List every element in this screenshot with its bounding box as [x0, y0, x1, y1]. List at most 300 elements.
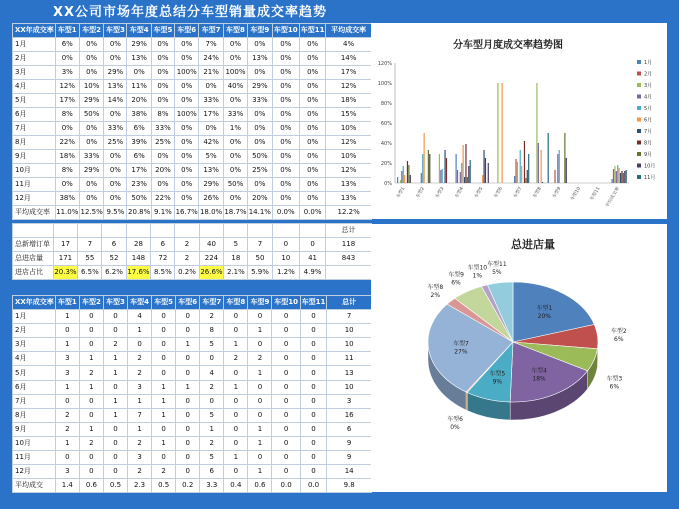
data-cell[interactable]: 0	[176, 408, 200, 422]
data-cell[interactable]: 0	[128, 338, 152, 352]
data-cell[interactable]: 25%	[104, 136, 127, 150]
column-header[interactable]: 车型8	[224, 296, 248, 310]
data-cell[interactable]: 0	[300, 465, 327, 479]
data-cell[interactable]: 0	[152, 366, 176, 380]
data-cell[interactable]: 0%	[199, 80, 223, 94]
data-cell[interactable]: 0	[300, 352, 327, 366]
data-cell[interactable]: 6.5%	[78, 266, 102, 280]
data-cell[interactable]: 0	[79, 465, 103, 479]
data-cell[interactable]: 0	[103, 436, 127, 450]
data-cell[interactable]: 11%	[127, 80, 151, 94]
data-cell[interactable]: 0%	[104, 108, 127, 122]
row-label[interactable]: 5月	[13, 366, 56, 380]
column-header[interactable]: 车型7	[199, 24, 223, 38]
column-header[interactable]: 车型1	[55, 24, 79, 38]
data-cell[interactable]: 2	[103, 338, 127, 352]
data-cell[interactable]: 13%	[326, 178, 372, 192]
data-cell[interactable]: 17%	[199, 108, 223, 122]
data-cell[interactable]: 21%	[199, 66, 223, 80]
data-cell[interactable]: 0%	[300, 164, 326, 178]
data-cell[interactable]: 15%	[326, 108, 372, 122]
column-header[interactable]: 平均成交率	[326, 24, 372, 38]
row-label[interactable]: 4月	[13, 352, 56, 366]
data-cell[interactable]: 33%	[104, 122, 127, 136]
data-cell[interactable]: 0	[224, 394, 248, 408]
data-cell[interactable]: 50%	[127, 192, 151, 206]
data-cell[interactable]: 0	[224, 366, 248, 380]
data-cell[interactable]: 0	[224, 436, 248, 450]
data-cell[interactable]: 0	[248, 408, 272, 422]
data-cell[interactable]: 0	[176, 366, 200, 380]
data-cell[interactable]: 0	[300, 380, 327, 394]
data-cell[interactable]: 12%	[326, 136, 372, 150]
empty-cell[interactable]	[175, 224, 199, 238]
data-cell[interactable]: 7	[78, 238, 102, 252]
data-cell[interactable]: 2	[79, 366, 103, 380]
data-cell[interactable]: 224	[199, 252, 224, 266]
data-cell[interactable]: 29%	[79, 164, 103, 178]
data-cell[interactable]: 2	[248, 352, 272, 366]
data-cell[interactable]: 1	[248, 324, 272, 338]
data-cell[interactable]: 0%	[79, 38, 103, 52]
row-label[interactable]: 8月	[13, 136, 56, 150]
data-cell[interactable]: 0%	[79, 122, 103, 136]
data-cell[interactable]: 118	[325, 238, 371, 252]
data-cell[interactable]: 8%	[55, 108, 79, 122]
data-cell[interactable]: 16	[327, 408, 372, 422]
data-cell[interactable]: 0%	[272, 192, 299, 206]
data-cell[interactable]: 1	[248, 465, 272, 479]
data-cell[interactable]: 1	[103, 394, 127, 408]
data-cell[interactable]: 0	[272, 422, 300, 436]
data-cell[interactable]: 0	[272, 352, 300, 366]
data-cell[interactable]: 1	[248, 366, 272, 380]
data-cell[interactable]: 0%	[104, 38, 127, 52]
data-cell[interactable]: 29%	[248, 80, 272, 94]
data-cell[interactable]: 2	[128, 436, 152, 450]
data-cell[interactable]: 0%	[248, 178, 272, 192]
data-cell[interactable]: 13%	[127, 52, 151, 66]
data-cell[interactable]: 14%	[104, 94, 127, 108]
data-cell[interactable]: 0.0%	[272, 206, 299, 220]
data-cell[interactable]: 2	[55, 408, 79, 422]
column-header[interactable]: 车型6	[175, 24, 199, 38]
empty-cell[interactable]	[224, 224, 248, 238]
data-cell[interactable]: 0.0	[272, 479, 300, 493]
column-header[interactable]: 车型4	[127, 24, 151, 38]
data-cell[interactable]: 0%	[104, 52, 127, 66]
data-cell[interactable]: 50	[248, 252, 272, 266]
row-label[interactable]: 总新增订单	[13, 238, 54, 252]
data-cell[interactable]: 0	[248, 338, 272, 352]
data-cell[interactable]: 0	[272, 338, 300, 352]
data-cell[interactable]: 1	[152, 394, 176, 408]
data-cell[interactable]: 2	[175, 238, 199, 252]
data-cell[interactable]: 1	[79, 380, 103, 394]
data-cell[interactable]: 5%	[199, 150, 223, 164]
data-cell[interactable]: 1	[79, 422, 103, 436]
data-cell[interactable]: 22%	[55, 136, 79, 150]
data-cell[interactable]: 0%	[272, 66, 299, 80]
data-cell[interactable]: 148	[126, 252, 151, 266]
data-cell[interactable]: 17%	[326, 66, 372, 80]
data-cell[interactable]: 2	[175, 252, 199, 266]
data-cell[interactable]: 0	[300, 366, 327, 380]
data-cell[interactable]: 0%	[151, 94, 174, 108]
data-cell[interactable]: 0	[300, 238, 326, 252]
data-cell[interactable]: 171	[53, 252, 78, 266]
data-cell[interactable]: 0	[176, 465, 200, 479]
data-cell[interactable]: 0	[272, 408, 300, 422]
data-cell[interactable]: 0	[248, 451, 272, 465]
column-header[interactable]: 车型1	[55, 296, 79, 310]
data-cell[interactable]: 0%	[151, 178, 174, 192]
row-label[interactable]: 8月	[13, 408, 56, 422]
data-cell[interactable]: 0%	[175, 164, 199, 178]
data-cell[interactable]: 20%	[151, 164, 174, 178]
data-cell[interactable]: 10%	[79, 80, 103, 94]
row-label[interactable]: 9月	[13, 422, 56, 436]
data-cell[interactable]: 13%	[248, 52, 272, 66]
data-cell[interactable]: 5	[224, 238, 248, 252]
data-cell[interactable]: 33%	[151, 122, 174, 136]
data-cell[interactable]: 843	[325, 252, 371, 266]
data-cell[interactable]: 6.2%	[102, 266, 126, 280]
row-label[interactable]: 平均成交率	[13, 206, 56, 220]
data-cell[interactable]: 11	[327, 352, 372, 366]
data-cell[interactable]: 0%	[300, 122, 326, 136]
data-cell[interactable]: 7	[128, 408, 152, 422]
data-cell[interactable]: 0%	[151, 66, 174, 80]
data-cell[interactable]: 2	[200, 380, 224, 394]
data-cell[interactable]: 0%	[127, 66, 151, 80]
data-cell[interactable]: 0.6	[248, 479, 272, 493]
data-cell[interactable]: 0	[300, 310, 327, 324]
data-cell[interactable]: 0.4	[224, 479, 248, 493]
data-cell[interactable]: 26%	[199, 192, 223, 206]
data-cell[interactable]: 10	[327, 324, 372, 338]
data-cell[interactable]: 1	[152, 408, 176, 422]
data-cell[interactable]: 0%	[175, 38, 199, 52]
row-label[interactable]: 1月	[13, 38, 56, 52]
data-cell[interactable]: 38%	[127, 108, 151, 122]
data-cell[interactable]: 0%	[79, 178, 103, 192]
data-cell[interactable]: 0	[300, 324, 327, 338]
data-cell[interactable]: 0	[79, 394, 103, 408]
data-cell[interactable]: 0	[300, 422, 327, 436]
data-cell[interactable]: 1	[55, 380, 79, 394]
data-cell[interactable]: 12.5%	[79, 206, 103, 220]
column-header[interactable]: 车型6	[176, 296, 200, 310]
data-cell[interactable]: 9	[327, 451, 372, 465]
data-cell[interactable]: 17	[53, 238, 78, 252]
data-cell[interactable]: 0	[152, 422, 176, 436]
data-cell[interactable]: 0%	[272, 108, 299, 122]
data-cell[interactable]: 33%	[223, 108, 247, 122]
row-label[interactable]: 7月	[13, 394, 56, 408]
column-header[interactable]: 车型9	[248, 24, 272, 38]
data-cell[interactable]: 0%	[55, 178, 79, 192]
data-cell[interactable]: 0%	[300, 80, 326, 94]
data-cell[interactable]: 0	[272, 465, 300, 479]
data-cell[interactable]: 9.5%	[104, 206, 127, 220]
data-cell[interactable]: 0	[272, 238, 300, 252]
data-cell[interactable]: 3	[55, 352, 79, 366]
data-cell[interactable]: 6	[200, 465, 224, 479]
data-cell[interactable]: 1%	[223, 122, 247, 136]
column-header[interactable]: 总计	[327, 296, 372, 310]
data-cell[interactable]: 0	[248, 310, 272, 324]
data-cell[interactable]: 18%	[55, 150, 79, 164]
data-cell[interactable]: 0%	[300, 136, 326, 150]
data-cell[interactable]: 1	[176, 380, 200, 394]
column-header[interactable]: 车型10	[272, 296, 300, 310]
data-cell[interactable]: 100%	[175, 66, 199, 80]
empty-cell[interactable]	[102, 224, 126, 238]
data-cell[interactable]: 0%	[272, 80, 299, 94]
data-cell[interactable]: 1	[248, 422, 272, 436]
data-cell[interactable]: 0%	[300, 108, 326, 122]
data-cell[interactable]: 0	[176, 394, 200, 408]
data-cell[interactable]: 1	[152, 436, 176, 450]
data-cell[interactable]: 0	[103, 451, 127, 465]
data-cell[interactable]: 50%	[79, 108, 103, 122]
data-cell[interactable]: 2	[79, 436, 103, 450]
data-cell[interactable]: 5	[200, 408, 224, 422]
data-cell[interactable]: 12%	[326, 80, 372, 94]
row-label[interactable]: 5月	[13, 94, 56, 108]
data-cell[interactable]: 20.3%	[53, 266, 78, 280]
data-cell[interactable]: 1	[128, 324, 152, 338]
data-cell[interactable]: 0%	[223, 192, 247, 206]
data-cell[interactable]: 3.3	[200, 479, 224, 493]
data-cell[interactable]: 13%	[199, 164, 223, 178]
data-cell[interactable]: 6%	[127, 150, 151, 164]
column-header[interactable]: XX年成交率	[13, 24, 56, 38]
data-cell[interactable]: 0%	[151, 150, 174, 164]
data-cell[interactable]: 1	[103, 366, 127, 380]
data-cell[interactable]: 9	[327, 436, 372, 450]
data-cell[interactable]: 29%	[79, 94, 103, 108]
row-label[interactable]: 3月	[13, 338, 56, 352]
data-cell[interactable]: 0	[176, 436, 200, 450]
data-cell[interactable]: 0	[79, 310, 103, 324]
row-label[interactable]: 2月	[13, 52, 56, 66]
empty-cell[interactable]	[78, 224, 102, 238]
data-cell[interactable]: 0	[300, 394, 327, 408]
data-cell[interactable]: 0	[200, 352, 224, 366]
data-cell[interactable]: 0	[152, 338, 176, 352]
data-cell[interactable]: 50%	[223, 178, 247, 192]
data-cell[interactable]: 3	[55, 366, 79, 380]
data-cell[interactable]: 2	[128, 465, 152, 479]
empty-cell[interactable]	[248, 224, 272, 238]
data-cell[interactable]: 0%	[248, 136, 272, 150]
data-cell[interactable]: 0%	[272, 94, 299, 108]
row-label[interactable]: 7月	[13, 122, 56, 136]
data-cell[interactable]: 0%	[175, 178, 199, 192]
data-cell[interactable]: 0%	[223, 38, 247, 52]
data-cell[interactable]: 2	[55, 422, 79, 436]
data-cell[interactable]: 2	[200, 436, 224, 450]
row-label[interactable]: 6月	[13, 380, 56, 394]
data-cell[interactable]: 0	[248, 380, 272, 394]
data-cell[interactable]: 42%	[199, 136, 223, 150]
data-cell[interactable]: 8.5%	[151, 266, 175, 280]
data-cell[interactable]: 25%	[248, 164, 272, 178]
data-cell[interactable]: 3	[128, 380, 152, 394]
row-label[interactable]: 12月	[13, 465, 56, 479]
data-cell[interactable]: 3	[327, 394, 372, 408]
empty-cell[interactable]	[126, 224, 151, 238]
data-cell[interactable]: 0%	[104, 164, 127, 178]
data-cell[interactable]: 0	[272, 451, 300, 465]
data-cell[interactable]: 1	[55, 338, 79, 352]
data-cell[interactable]: 2	[128, 366, 152, 380]
data-cell[interactable]: 0%	[248, 66, 272, 80]
data-cell[interactable]: 6%	[55, 38, 79, 52]
data-cell[interactable]: 14	[327, 465, 372, 479]
data-cell[interactable]: 7%	[199, 38, 223, 52]
data-cell[interactable]: 4	[200, 366, 224, 380]
data-cell[interactable]: 0	[300, 451, 327, 465]
data-cell[interactable]: 0	[224, 324, 248, 338]
column-header[interactable]: 车型7	[200, 296, 224, 310]
data-cell[interactable]: 12.2%	[326, 206, 372, 220]
data-cell[interactable]: 12%	[326, 164, 372, 178]
data-cell[interactable]: 4.9%	[300, 266, 326, 280]
empty-cell[interactable]	[272, 224, 300, 238]
data-cell[interactable]: 0	[272, 394, 300, 408]
data-cell[interactable]: 0%	[272, 52, 299, 66]
data-cell[interactable]: 0	[103, 422, 127, 436]
data-cell[interactable]: 40	[199, 238, 224, 252]
data-cell[interactable]: 55	[78, 252, 102, 266]
data-cell[interactable]: 0	[272, 310, 300, 324]
data-cell[interactable]: 1	[128, 422, 152, 436]
data-cell[interactable]: 22%	[151, 192, 174, 206]
data-cell[interactable]: 0	[272, 366, 300, 380]
data-cell[interactable]: 0	[79, 451, 103, 465]
data-cell[interactable]: 0	[79, 408, 103, 422]
row-label[interactable]: 10月	[13, 164, 56, 178]
data-cell[interactable]: 0	[55, 394, 79, 408]
data-cell[interactable]: 2	[200, 310, 224, 324]
data-cell[interactable]: 0	[103, 380, 127, 394]
column-header[interactable]: 车型10	[272, 24, 299, 38]
data-cell[interactable]: 11.0%	[55, 206, 79, 220]
data-cell[interactable]: 2	[224, 352, 248, 366]
data-cell[interactable]: 0	[176, 310, 200, 324]
data-cell[interactable]: 0%	[55, 52, 79, 66]
data-cell[interactable]: 0	[79, 324, 103, 338]
data-cell[interactable]: 0%	[300, 150, 326, 164]
data-cell[interactable]: 29%	[104, 66, 127, 80]
data-cell[interactable]: 2	[128, 352, 152, 366]
data-cell[interactable]: 6	[102, 238, 126, 252]
row-label[interactable]: 10月	[13, 436, 56, 450]
data-cell[interactable]: 10	[327, 338, 372, 352]
data-cell[interactable]	[325, 266, 371, 280]
data-cell[interactable]: 18	[224, 252, 248, 266]
data-cell[interactable]: 0%	[175, 192, 199, 206]
data-cell[interactable]: 1	[152, 380, 176, 394]
data-cell[interactable]: 5.9%	[248, 266, 272, 280]
data-cell[interactable]: 0%	[248, 108, 272, 122]
data-cell[interactable]: 1	[224, 338, 248, 352]
column-header[interactable]: 车型3	[104, 24, 127, 38]
data-cell[interactable]: 18.7%	[223, 206, 247, 220]
data-cell[interactable]: 52	[102, 252, 126, 266]
data-cell[interactable]: 0%	[79, 192, 103, 206]
data-cell[interactable]: 5	[200, 338, 224, 352]
data-cell[interactable]: 0%	[104, 178, 127, 192]
data-cell[interactable]: 1	[248, 436, 272, 450]
data-cell[interactable]: 0%	[272, 38, 299, 52]
row-label[interactable]: 9月	[13, 150, 56, 164]
row-label[interactable]: 总进店量	[13, 252, 54, 266]
data-cell[interactable]: 0%	[300, 66, 326, 80]
data-cell[interactable]: 0	[79, 338, 103, 352]
data-cell[interactable]: 12%	[55, 80, 79, 94]
data-cell[interactable]: 17.6%	[126, 266, 151, 280]
data-cell[interactable]: 0%	[79, 136, 103, 150]
data-cell[interactable]: 100%	[223, 66, 247, 80]
data-cell[interactable]: 0	[152, 310, 176, 324]
data-cell[interactable]: 40%	[223, 80, 247, 94]
column-header[interactable]: 车型5	[152, 296, 176, 310]
data-cell[interactable]: 0	[152, 451, 176, 465]
data-cell[interactable]: 2	[152, 465, 176, 479]
data-cell[interactable]: 0.0	[300, 479, 327, 493]
data-cell[interactable]: 13%	[326, 192, 372, 206]
data-cell[interactable]: 0%	[175, 80, 199, 94]
data-cell[interactable]: 0%	[300, 52, 326, 66]
data-cell[interactable]: 0%	[223, 136, 247, 150]
row-label[interactable]: 11月	[13, 451, 56, 465]
row-label[interactable]: 4月	[13, 80, 56, 94]
data-cell[interactable]: 0.2	[176, 479, 200, 493]
data-cell[interactable]: 0	[200, 394, 224, 408]
empty-cell[interactable]	[199, 224, 224, 238]
data-cell[interactable]: 0%	[223, 52, 247, 66]
data-cell[interactable]: 0%	[300, 94, 326, 108]
data-cell[interactable]: 1	[103, 352, 127, 366]
data-cell[interactable]: 0	[300, 436, 327, 450]
data-cell[interactable]: 17%	[127, 164, 151, 178]
data-cell[interactable]: 26.6%	[199, 266, 224, 280]
data-cell[interactable]: 10%	[326, 150, 372, 164]
data-cell[interactable]: 33%	[248, 94, 272, 108]
data-cell[interactable]: 18%	[326, 94, 372, 108]
data-cell[interactable]: 28	[126, 238, 151, 252]
data-cell[interactable]: 1	[55, 436, 79, 450]
data-cell[interactable]: 0%	[272, 136, 299, 150]
data-cell[interactable]: 1	[103, 408, 127, 422]
row-label[interactable]: 平均成交	[13, 479, 56, 493]
data-cell[interactable]: 0	[152, 352, 176, 366]
data-cell[interactable]: 0%	[151, 80, 174, 94]
row-label[interactable]: 进店占比	[13, 266, 54, 280]
data-cell[interactable]: 0%	[151, 52, 174, 66]
data-cell[interactable]: 29%	[199, 178, 223, 192]
data-cell[interactable]: 10	[327, 380, 372, 394]
data-cell[interactable]: 0	[103, 310, 127, 324]
data-cell[interactable]: 0	[103, 465, 127, 479]
data-cell[interactable]: 0	[272, 380, 300, 394]
column-header[interactable]: 车型5	[151, 24, 174, 38]
row-label[interactable]: 2月	[13, 324, 56, 338]
